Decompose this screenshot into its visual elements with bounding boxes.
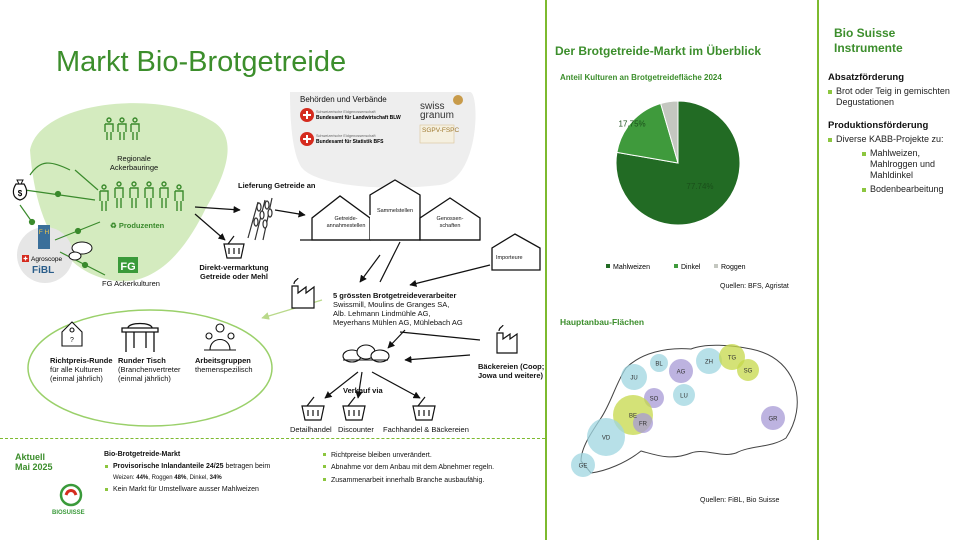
note-2: Abnahme vor dem Anbau mit dem Abnehmer regeln. [322,462,542,474]
blw-label: Bundesamt für Landwirtschaft BLW [316,115,401,121]
price-round-title: Richtpreis-Runde [50,356,113,365]
canton-label-be: BE [628,413,638,420]
bfs-label: Bundesamt für Statistik BFS [316,139,384,145]
pie-source: Quellen: BFS, Agristat [720,283,789,290]
work-groups-icon [204,324,236,350]
map-title: Hauptanbau-Flächen [560,317,645,327]
canton-label-ju: JU [630,375,638,382]
work-groups-title: Arbeitsgruppen [195,356,251,365]
work-groups-block [195,356,265,374]
regional-label: Regionale Ackerbauringe [109,154,159,172]
round-table-icon [122,324,158,353]
share-detail-1: Weizen: [113,474,137,481]
legend-label-mahlweizen: Mahlweizen [613,264,650,271]
canton-label-ag: AG [676,369,686,376]
sidebar-item-2: Diverse KABB-Projekte zu: [828,134,956,145]
current-label [15,452,53,472]
biosuisse-logo-icon [58,482,84,508]
swissgranum-logo-line2: granum [420,110,454,121]
market-title: Bio-Brotgetreide-Markt [104,451,181,458]
price-round-block [50,356,116,383]
work-groups-sub: themenspezilisch [195,365,253,374]
basket-direct-icon [224,236,244,258]
sidebar-subitem-1: Mahlweizen, Mahlroggen und Mahldinkel [862,148,956,181]
swiss-cross-bfs-icon [300,132,314,146]
note-3: Zusammenarbeit innerhalb Branche ausbaufähig. [322,475,542,487]
processors-line-1: Swissmill, Moulins de Granges SA, [333,300,450,309]
overview-title: Der Brotgetreide-Markt im Überblick [555,44,762,58]
factory-processors-icon [292,278,314,308]
retail-label: Detailhandel [290,425,332,434]
wheat-icon [248,198,272,240]
map-source: Quellen: FiBL, Bio Suisse [700,497,780,504]
canton-label-vd: VD [601,435,611,442]
swissgranum-icon [453,95,463,105]
bfs-small-text: Schweizerische Eidgenossenschaft [316,134,376,138]
market-flow-diagram [0,80,545,440]
pie-label-mahlweizen: 77.74% [686,182,714,192]
price-round-sub: für alle Kulturen (einmal jährlich) [50,365,103,383]
bakeries-label: Bäckereien (Coop; Jowa und weitere) [478,362,545,380]
swiss-flag-icon [22,255,29,262]
switzerland-map [556,333,811,493]
fg-label: FG Ackerkulturen [102,279,160,288]
svg-text:$: $ [17,189,23,198]
processors-title: 5 grössten Brotgetreideverarbeiter [333,291,457,300]
no-market-bullet: Kein Markt für Umstellware ausser Mahlweizen [104,485,309,494]
delivery-label: Lieferung Getreide an [238,181,316,190]
sidebar-subitem-2: Bodenbearbeitung [862,184,956,195]
importers-label: Importeure [496,255,523,261]
canton-label-fr: FR [639,421,647,428]
fh-badge-text: F H [38,229,50,236]
share-bold: Provisorische Inlandanteile 24/25 [113,463,224,471]
share-detail-3: , Dinkel, [186,474,210,481]
share-bullet [104,462,309,471]
agroscope-label: Agroscope [31,256,63,263]
basket-specialist-icon [413,397,435,420]
direct-marketing-label: Direkt-vermarktung Getreide oder Mehl [199,263,269,281]
round-table-title: Runder Tisch [118,356,166,365]
specialist-label: Fachhandel & Bäckereien [383,425,469,434]
legend-swatch-dinkel [674,264,678,268]
collection-centres-label: Sammelstellen [376,208,414,214]
legend-label-roggen: Roggen [721,264,746,271]
canton-label-gr: GR [768,416,778,423]
fg-logo-text: FG [120,261,136,273]
basket-discounter-icon [343,397,365,420]
share-wheat: 44% [136,474,149,481]
collection-points-label: Getreide-annahmestellen [326,216,366,230]
note-1: Richtpreise bleiben unverändert. [322,450,542,462]
current-notes [322,450,542,487]
blw-small-text: Schweizerische Eidgenossenschaft [316,110,376,114]
canton-label-zh: ZH [705,359,713,366]
factory-bakeries-icon [497,325,517,353]
round-table-sub: (Branchenvertreter (einmal jährlich) [118,365,181,383]
canton-label-ge: GE [578,463,588,470]
sidebar-item-1: Brot oder Teig in gemischten Degustationen [828,86,956,108]
canton-label-bl: BL [655,361,663,368]
swissgranum-logo-line1: swiss [420,101,445,112]
share-rest: betragen beim [223,463,271,471]
current-label-text: Aktuell [15,452,46,462]
canton-label-so: SO [649,396,659,403]
processors-line-2: Alb. Lehmann Lindmühle AG, [333,309,431,318]
biosuisse-logo-text: BIOSUISSE [52,510,85,516]
sidebar-heading-2: Produktionsförderung [828,119,929,131]
canton-label-sg: SG [743,368,753,375]
canton-label-lu: LU [680,393,688,400]
cooperatives-label: Genossen-schaften [436,216,464,230]
authorities-heading: Behörden und Verbände [300,95,387,104]
sale-via-label: Verkauf via [343,386,383,395]
swiss-cross-blw-icon [300,108,314,122]
producers-text: Produzenten [118,221,165,230]
importers-house-icon [492,234,540,270]
current-date: Mai 2025 [15,462,53,472]
producers-label [110,221,164,230]
sgpv-logo: SGPV-FSPC [422,127,460,134]
page-title: Markt Bio-Brotgetreide [56,46,347,78]
svg-text:?: ? [70,337,74,344]
sidebar-title: Bio Suisse Instrumente [834,26,903,55]
leaf-icon: ♻ [110,221,119,230]
divider-right [817,0,819,540]
canton-label-tg: TG [727,355,737,362]
money-bag-icon [13,180,26,200]
sidebar [828,26,956,195]
basket-retail-icon [302,397,324,420]
legend-swatch-roggen [714,264,718,268]
divider-left [545,0,547,540]
bread-icon [343,345,389,362]
share-spelt: 34% [209,474,222,481]
pie-chart [556,88,806,288]
sidebar-heading-1: Absatzförderung [828,72,904,83]
legend-swatch-mahlweizen [606,264,610,268]
legend-label-dinkel: Dinkel [681,264,701,271]
share-detail-2: , Roggen [148,474,175,481]
share-rye: 48% [174,474,187,481]
pie-label-dinkel: 17.75% [618,119,646,129]
pie-title: Anteil Kulturen an Brotgetreidefläche 2024 [560,73,722,82]
processors-line-3: Meyerhans Mühlen AG, Mühlebach AG [333,318,463,327]
fibl-logo: FiBL [32,265,55,276]
current-market-block [104,450,309,494]
discounter-label: Discounter [338,425,374,434]
round-table-block [118,356,188,383]
share-detail [104,474,309,482]
